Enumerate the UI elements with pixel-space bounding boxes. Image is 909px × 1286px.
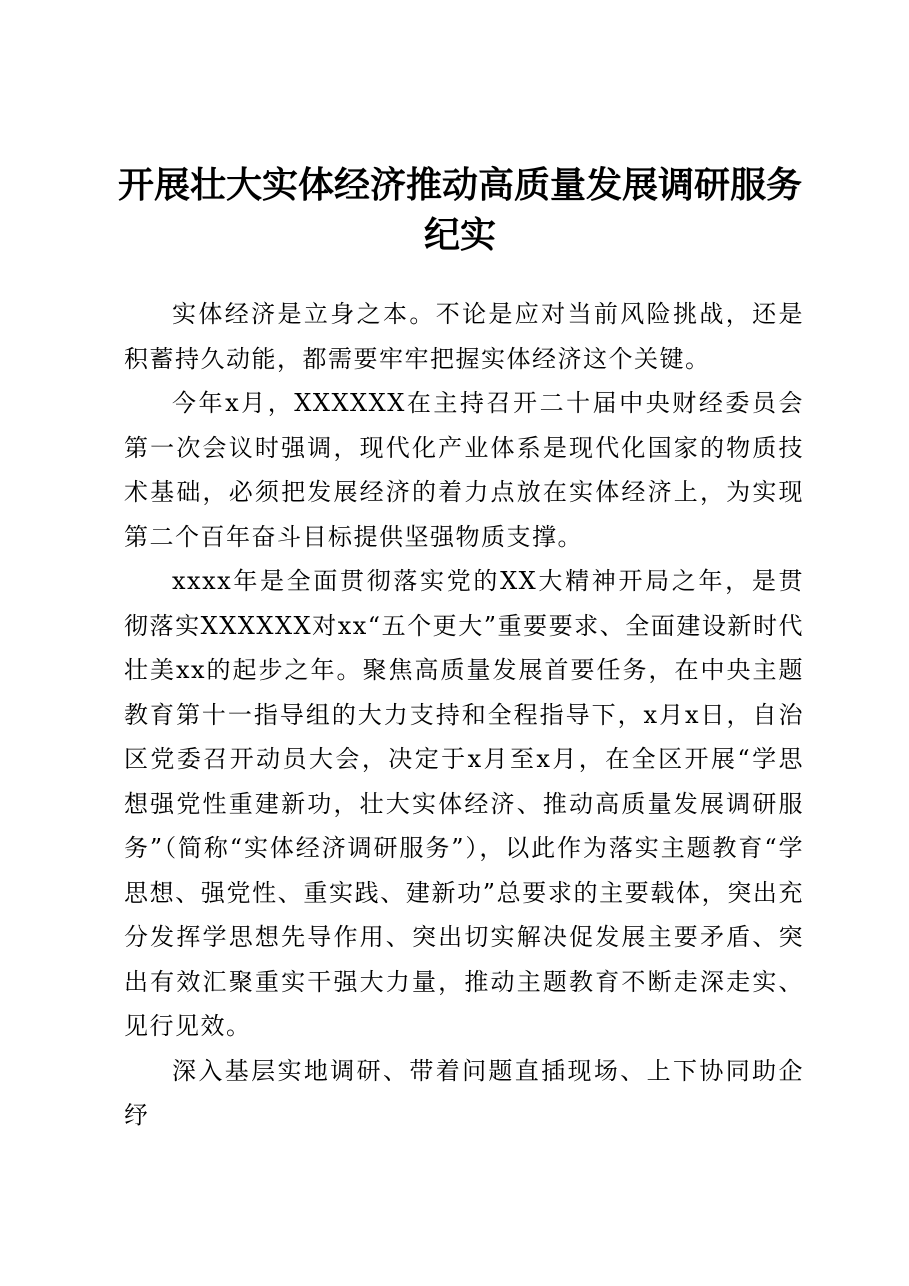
- document-body: [124, 292, 804, 1138]
- document-title: 开展壮大实体经济推动高质量发展调研服务纪实: [117, 164, 802, 256]
- paragraph-2: 今年x月，XXXXXX在主持召开二十届中央财经委员会第一次会议时强调，现代化产业体系是现代化国家的物质技术基础，必须把发展经济的着力点放在实体经济上，为实现第二个百年奋斗目标提供坚强物质支撑。: [124, 389, 804, 551]
- paragraph-1: 实体经济是立身之本。不论是应对当前风险挑战，还是积蓄持久动能，都需要牢牢把握实体经济这个关键。: [124, 300, 804, 373]
- paragraph-4: 深入基层实地调研、带着问题直插现场、上下协同助企纾: [124, 1056, 804, 1129]
- paragraph-3: xxxx年是全面贯彻落实党的XX大精神开局之年，是贯彻落实XXXXXX对xx“五个更大”重要要求、全面建设新时代壮美xx的起步之年。聚焦高质量发展首要任务，在中央主题教育第十一指导组的大力支持和全程指导下，x月x日，自治区党委召开动员大会，决定于x月至x月，在全区开展“学思想强党性重建新功，壮大实体经济、推动高质量发展调研服务”（简称“实体经济调研服务”），以此作为落实主题教育“学思想、强党性、重实践、建新功”总要求的主要载体，突出充分发挥学思想先导作用、突出切实解决促发展主要矛盾、突出有效汇聚重实干强大力量，推动主题教育不断走深走实、见行见效。: [124, 567, 804, 1040]
